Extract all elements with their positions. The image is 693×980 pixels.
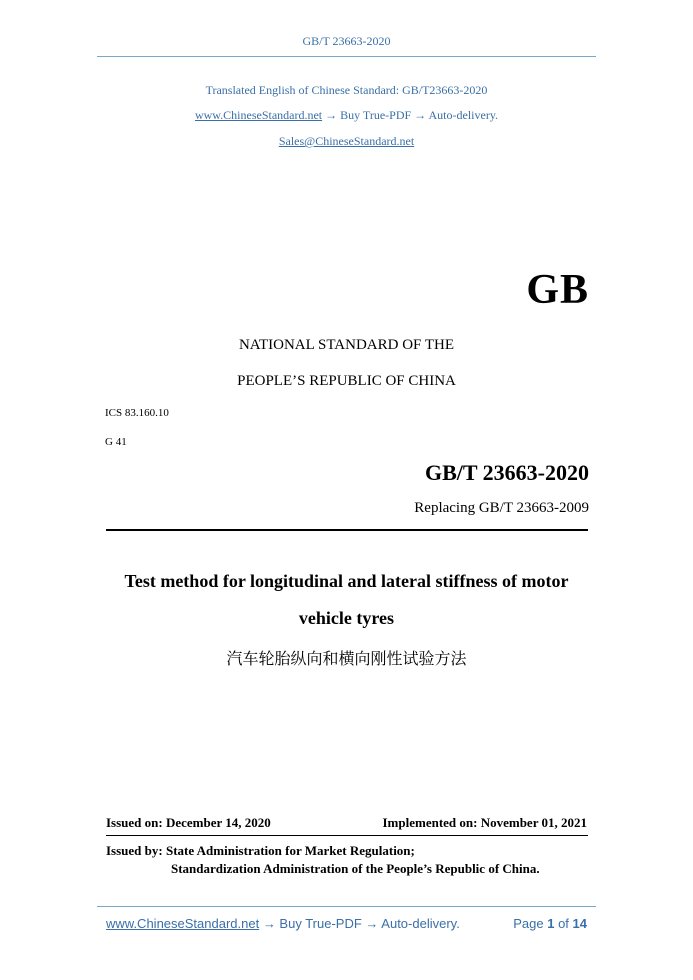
gb-logo: GB xyxy=(526,267,589,313)
sales-email-link[interactable]: Sales@ChineseStandard.net xyxy=(278,134,415,148)
email-line xyxy=(0,134,693,149)
purchase-line xyxy=(0,108,693,123)
footer-divider xyxy=(97,906,596,907)
implemented-on-date: Implemented on: November 01, 2021 xyxy=(382,815,587,830)
standard-number: GB/T 23663-2020 xyxy=(424,460,589,485)
purchase-text: → Buy True-PDF → Auto-delivery. xyxy=(322,108,499,122)
header-divider xyxy=(97,56,596,57)
dates-divider xyxy=(106,835,588,836)
issuer-line2: Standardization Administration of the People’s Republic of China. xyxy=(171,861,540,876)
issued-on-date: Issued on: December 14, 2020 xyxy=(106,815,271,830)
footer-purchase-line xyxy=(106,916,460,931)
page-of: of xyxy=(558,916,569,931)
national-standard-line1: NATIONAL STANDARD OF THE xyxy=(238,337,455,353)
page-label: Page xyxy=(513,916,544,931)
ccs-code: G 41 xyxy=(105,436,127,448)
page-counter xyxy=(513,916,587,931)
page-total: 14 xyxy=(572,916,587,931)
page-current: 1 xyxy=(547,916,555,931)
footer-purchase-text: → Buy True-PDF → Auto-delivery. xyxy=(259,916,460,931)
site-link[interactable]: www.ChineseStandard.net xyxy=(194,108,323,122)
running-header: GB/T 23663-2020 xyxy=(302,34,391,48)
replacing-standard: Replacing GB/T 23663-2009 xyxy=(414,500,589,516)
title-divider xyxy=(106,529,588,531)
title-english-line1: Test method for longitudinal and lateral stiffness of motor xyxy=(124,571,569,591)
translation-notice: Translated English of Chinese Standard: GB/T23663-2020 xyxy=(205,83,488,97)
footer-site-link[interactable]: www.ChineseStandard.net xyxy=(106,916,260,931)
national-standard-line2: PEOPLE’S REPUBLIC OF CHINA xyxy=(237,373,456,389)
ics-code: ICS 83.160.10 xyxy=(105,407,169,419)
title-english-line2: vehicle tyres xyxy=(298,608,395,628)
title-chinese: 汽车轮胎纵向和横向刚性试验方法 xyxy=(226,649,467,668)
issuer-line1: Issued by: State Administration for Market Regulation; xyxy=(106,843,415,858)
